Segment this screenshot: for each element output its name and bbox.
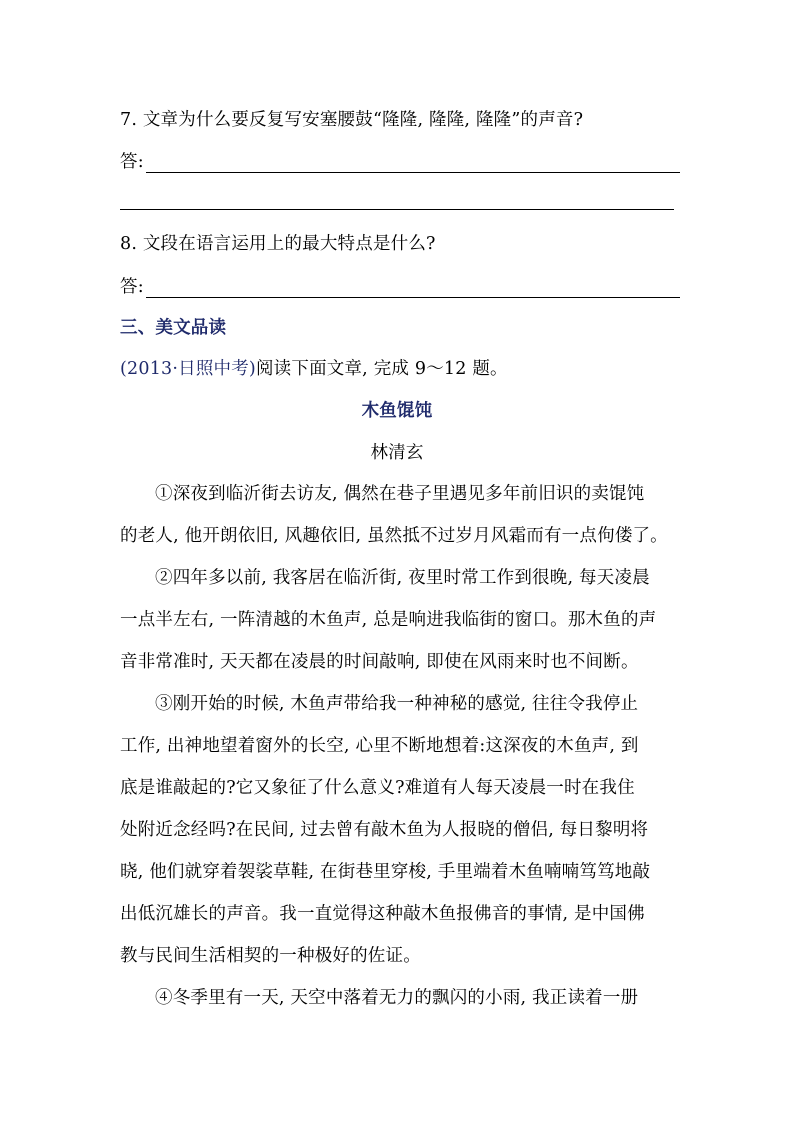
article-line: 处附近念经吗?在民间, 过去曾有敲木鱼为人报晓的僧侣, 每日黎明将: [120, 820, 649, 840]
article-line: 的老人, 他开朗依旧, 风趣依旧, 虽然抵不过岁月风霜而有一点佝偻了。: [120, 526, 668, 546]
article-line: ④冬季里有一天, 天空中落着无力的飘闪的小雨, 我正读着一册: [155, 988, 639, 1008]
article-line: ③刚开始的时候, 木鱼声带给我一种神秘的感觉, 往往令我停止: [155, 694, 639, 714]
source-instruction: 阅读下面文章, 完成 9～12 题。: [255, 359, 508, 379]
article-line: 教与民间生活相契的一种极好的佐证。: [120, 946, 421, 966]
answer-8-line-1[interactable]: [146, 281, 680, 298]
article-line: 底是谁敲起的?它又象征了什么意义?难道有人每天凌晨一时在我住: [120, 778, 635, 798]
source-citation: (2013·日照中考): [120, 359, 256, 379]
question-8: 8. 文段在语言运用上的最大特点是什么?: [120, 234, 436, 254]
article-line: 音非常准时, 天天都在凌晨的时间敲响, 即使在风雨来时也不间断。: [120, 652, 639, 672]
article-author: 林清玄: [370, 443, 424, 463]
article-title: 木鱼馄饨: [361, 401, 433, 421]
section-title: 三、美文品读: [120, 318, 227, 338]
answer-8-label: 答:: [120, 277, 144, 297]
answer-7-line-2[interactable]: [120, 209, 674, 210]
article-line: 晓, 他们就穿着袈裟草鞋, 在街巷里穿梭, 手里端着木鱼喃喃笃笃地敲: [120, 862, 651, 882]
source-line: [120, 355, 680, 380]
article-line: 出低沉雄长的声音。我一直觉得这种敲木鱼报佛音的事情, 是中国佛: [120, 904, 645, 924]
article-line: ②四年多以前, 我客居在临沂街, 夜里时常工作到很晚, 每天凌晨: [155, 568, 650, 588]
answer-8-row[interactable]: [120, 273, 680, 298]
answer-7-line-1[interactable]: [146, 156, 680, 173]
question-7: 7. 文章为什么要反复写安塞腰鼓“隆隆, 隆隆, 隆隆”的声音?: [120, 110, 584, 130]
answer-7-row[interactable]: [120, 148, 680, 173]
answer-7-label: 答:: [120, 152, 144, 172]
article-line: 工作, 出神地望着窗外的长空, 心里不断地想着:这深夜的木鱼声, 到: [120, 736, 639, 756]
article-line: 一点半左右, 一阵清越的木鱼声, 总是响进我临街的窗口。那木鱼的声: [120, 610, 657, 630]
article-line: ①深夜到临沂街去访友, 偶然在巷子里遇见多年前旧识的卖馄饨: [155, 484, 645, 504]
